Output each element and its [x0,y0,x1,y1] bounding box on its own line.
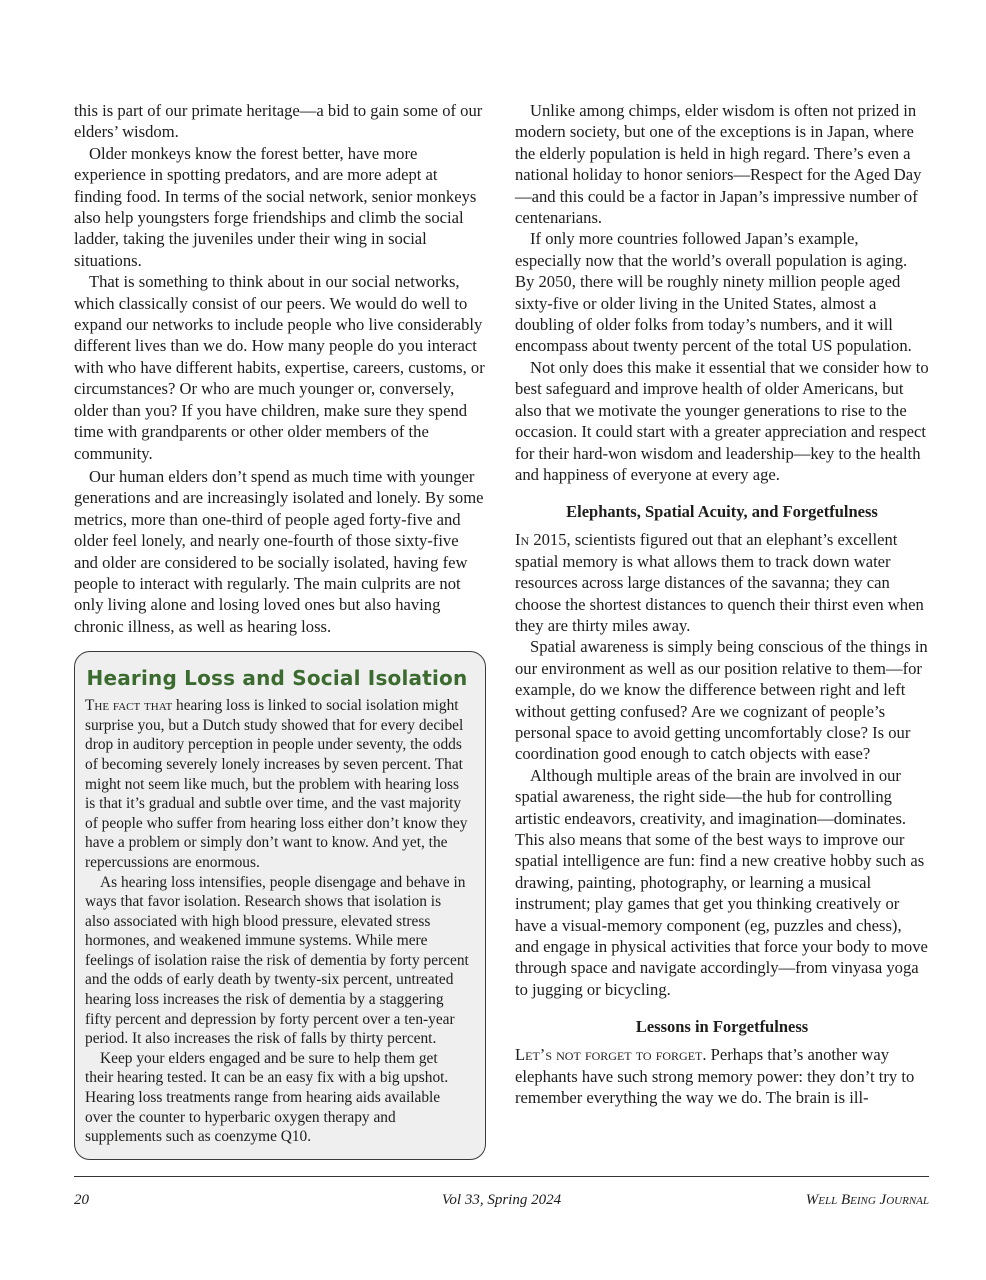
sidebar-paragraph [85,696,469,872]
lead-in: In 2015, [515,530,571,550]
section-heading-elephants: Elephants, Spatial Acuity, and Forgetfulness [566,502,878,522]
page-number: 20 [74,1192,89,1208]
body-paragraph: this is part of our primate heritage—a bid to gain some of our elders’ wisdom. [74,101,483,142]
body-paragraph: Although multiple areas of the brain are involved in our spatial awareness, the right side—the hub for controlling artistic endeavors, creativity, and imagination—dominates. This also means that some of the best ways to improve our spatial intelligence are fun: find a new creative hobby such as drawing, painting, photography, or learning a musical instrument; play games that get you thinking creatively or have a visual-memory component (eg, puzzles and chess), and engage in physical activities that force your body to move through space and navigate accordingly—from vinyasa yoga to jugging or bicycling. [515,765,928,999]
section-heading-forgetfulness: Lessons in Forgetfulness [635,1017,809,1037]
lead-in: Let’s not forget to forget. [515,1045,707,1065]
page-footer [74,1192,929,1214]
sidebar-paragraph: As hearing loss intensifies, people disengage and behave in ways that favor isolation. Research shows that isolation is also associated with high blood pressure, elevated stress hormones, and weakened immune systems. While mere feelings of isolation raise the risk of dementia by forty percent and the odds of early death by twenty-six percent, untreated hearing loss increases the risk of dementia by a staggering fifty percent and depression by forty percent over a ten-year period. It also increases the risk of falls by thirty percent. [85,873,469,1048]
left-column [74,100,486,1160]
footer-divider [74,1176,929,1177]
issue-label: Vol 33, Spring 2024 [441,1192,562,1208]
body-paragraph [515,1044,929,1108]
body-paragraph: Our human elders don’t spend as much time with younger generations and are increasingly isolated and lonely. By some metrics, more than one-third of people aged forty-five and older feel lonely, and nearly one-fourth of those sixty-five and older are considered to be socially isolated, having few people to interact with regularly. The main culprits are not only living alone and losing loved ones but also having chronic illness, as well as hearing loss. [74,466,484,636]
journal-name: Well Being Journal [805,1192,929,1208]
body-paragraph: If only more countries followed Japan’s example, especially now that the world’s overall population is aging. By 2050, there will be roughly ninety million people aged sixty-five or older living in the United States, almost a doubling of older folks from today’s numbers, and it will encompass about twenty percent of the total US population. [515,229,912,356]
body-paragraph [515,529,929,636]
body-text: Perhaps that’s another way elephants have such strong memory power: they don’t try to remember everything the way we do. The brain is ill- [515,1045,915,1108]
body-paragraph: Not only does this make it essential that we consider how to best safeguard and improve health of older Americans, but also that we motivate the younger generations to rise to the occasion. It could start with a greater appreciation and respect for their hard-won wisdom and leadership—key to the health and happiness of everyone at every age. [515,357,929,484]
sidebar-box [74,651,486,1160]
body-paragraph: Spatial awareness is simply being conscious of the things in our environment as well as our position relative to them—for example, do we know the difference between right and left without getting confused? Are we cognizant of people’s personal space to avoid getting uncomfortably close? Is our coordination good enough to catch objects with ease? [515,637,928,764]
lead-in: The fact that [85,697,173,715]
body-paragraph: Older monkeys know the forest better, have more experience in spotting predators, and are more adept at finding food. In terms of the social network, senior monkeys also help youngsters forge friendships and climb the social ladder, taking the juveniles under their wing in social situations. [74,143,477,270]
right-column [515,100,929,1108]
body-paragraph: That is something to think about in our social networks, which classically consist of our peers. We would do well to expand our networks to include people who live considerably different lives than we do. How many people do you interact with who have different habits, expertise, careers, customs, or circumstances? Or who are much younger or, conversely, older than you? If you have children, make sure they spend time with grandparents or other older members of the community. [74,272,485,463]
sidebar-text: hearing loss is linked to social isolation might surprise you, but a Dutch study showed that for every decibel drop in auditory perception in people under seventy, the odds of becoming severely lonely increases by seven percent. That might not seem like much, but the problem with hearing loss is that it’s gradual and subtle over time, and the vast majority of people who suffer from hearing loss either don’t know they have a problem or simply don’t want to know. And yet, the repercussions are enormous. [85,697,468,871]
body-text: scientists figured out that an elephant’s excellent spatial memory is what allows them to track down water resources across large distances of the savanna; they can choose the shortest distances to quench their thirst even when they are thirty miles away. [515,530,924,635]
sidebar-title: Hearing Loss and Social Isolation [86,666,468,691]
body-paragraph: Unlike among chimps, elder wisdom is often not prized in modern society, but one of the exceptions is in Japan, where the elderly population is held in high regard. There’s even a national holiday to honor seniors—Respect for the Aged Day—and this could be a factor in Japan’s impressive number of centenarians. [515,101,922,228]
sidebar-paragraph: Keep your elders engaged and be sure to help them get their hearing tested. It can be an easy fix with a big upshot. Hearing loss treatments range from hearing aids available over the counter to hyperbaric oxygen therapy and supplements such as coenzyme Q10. [85,1049,449,1146]
